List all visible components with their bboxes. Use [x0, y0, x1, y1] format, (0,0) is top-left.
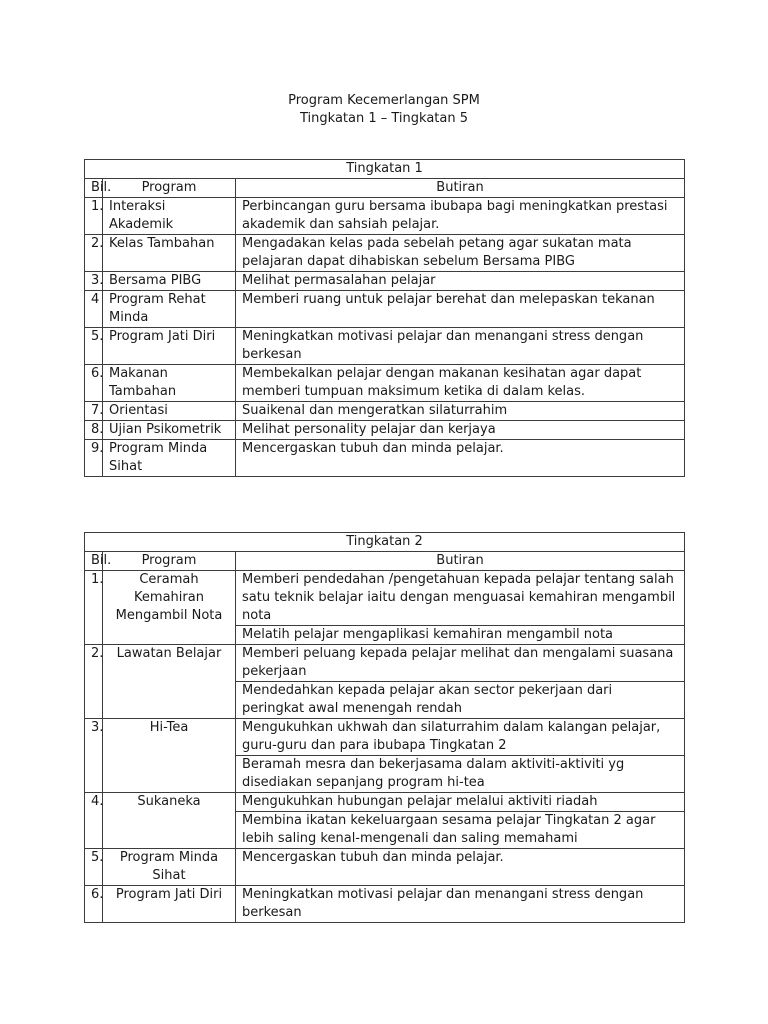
column-header-bil: Bil.: [85, 552, 103, 571]
column-header-program: Program: [103, 179, 236, 198]
column-header-butiran: Butiran: [236, 179, 685, 198]
document-title: [0, 92, 768, 128]
row-number: 7.: [85, 402, 103, 421]
program-details: Suaikenal dan mengeratkan silaturrahim: [236, 402, 685, 421]
column-header-bil: Bil.: [85, 179, 103, 198]
program-details: Mengadakan kelas pada sebelah petang agar sukatan mata pelajaran dapat dihabiskan sebelum Bersama PIBG: [236, 235, 685, 272]
program-name: Orientasi: [103, 402, 236, 421]
table-row: [85, 402, 685, 421]
program-details: Mengukuhkan ukhwah dan silaturrahim dalam kalangan pelajar, guru-guru dan para ibubapa Tingkatan 2: [236, 719, 685, 756]
table-row: [85, 235, 685, 272]
table-row: [85, 365, 685, 402]
table-row: [85, 886, 685, 923]
program-details: Beramah mesra dan bekerjasama dalam aktiviti-aktiviti yg disediakan sepanjang program hi-tea: [236, 756, 685, 793]
table-row: [85, 328, 685, 365]
row-number: 3.: [85, 272, 103, 291]
row-number: 1.: [85, 198, 103, 235]
row-number: 4.: [85, 793, 103, 849]
column-header-program: Program: [103, 552, 236, 571]
program-details: Memberi peluang kepada pelajar melihat dan mengalami suasana pekerjaan: [236, 645, 685, 682]
program-details: Membina ikatan kekeluargaan sesama pelajar Tingkatan 2 agar lebih saling kenal-mengenali dan saling memahami: [236, 812, 685, 849]
program-name: Program Jati Diri: [103, 328, 236, 365]
program-name: Makanan Tambahan: [103, 365, 236, 402]
program-details: Memberi pendedahan /pengetahuan kepada pelajar tentang salah satu teknik belajar iaitu dengan menguasai kemahiran mengambil nota: [236, 571, 685, 626]
table-body: [85, 198, 685, 477]
table-heading: Tingkatan 2: [85, 533, 685, 552]
table-row: [85, 421, 685, 440]
table-row: [85, 645, 685, 682]
program-details: Meningkatkan motivasi pelajar dan menangani stress dengan berkesan: [236, 328, 685, 365]
program-details: Mencergaskan tubuh dan minda pelajar.: [236, 440, 685, 477]
title-line-1: Program Kecemerlangan SPM: [288, 93, 480, 108]
title-line-2: Tingkatan 1 – Tingkatan 5: [300, 111, 468, 126]
table-tingkatan-1: [84, 159, 685, 477]
row-number: 2.: [85, 645, 103, 719]
program-details: Mencergaskan tubuh dan minda pelajar.: [236, 849, 685, 886]
program-name: Program Minda Sihat: [103, 849, 236, 886]
table-tingkatan-2: [84, 532, 685, 923]
program-name: Hi-Tea: [103, 719, 236, 793]
program-details: Memberi ruang untuk pelajar berehat dan melepaskan tekanan: [236, 291, 685, 328]
program-name: Ujian Psikometrik: [103, 421, 236, 440]
program-name: Program Rehat Minda: [103, 291, 236, 328]
program-name: Bersama PIBG: [103, 272, 236, 291]
row-number: 5.: [85, 849, 103, 886]
table-row: [85, 793, 685, 812]
table-row: [85, 272, 685, 291]
row-number: 4: [85, 291, 103, 328]
program-name: Program Minda Sihat: [103, 440, 236, 477]
program-details: Melatih pelajar mengaplikasi kemahiran mengambil nota: [236, 626, 685, 645]
program-details: Melihat personality pelajar dan kerjaya: [236, 421, 685, 440]
program-details: Perbincangan guru bersama ibubapa bagi meningkatkan prestasi akademik dan sahsiah pelajar.: [236, 198, 685, 235]
row-number: 5.: [85, 328, 103, 365]
row-number: 6.: [85, 886, 103, 923]
table-row: [85, 571, 685, 626]
row-number: 3.: [85, 719, 103, 793]
program-name: Lawatan Belajar: [103, 645, 236, 719]
table-heading: Tingkatan 1: [85, 160, 685, 179]
table-body: [85, 571, 685, 923]
table-row: [85, 719, 685, 756]
program-name: Program Jati Diri: [103, 886, 236, 923]
row-number: 2.: [85, 235, 103, 272]
program-name: Sukaneka: [103, 793, 236, 849]
program-details: Meningkatkan motivasi pelajar dan menangani stress dengan berkesan: [236, 886, 685, 923]
column-header-butiran: Butiran: [236, 552, 685, 571]
table-row: [85, 440, 685, 477]
table-row: [85, 198, 685, 235]
table-row: [85, 291, 685, 328]
table-row: [85, 849, 685, 886]
row-number: 1.: [85, 571, 103, 645]
row-number: 6.: [85, 365, 103, 402]
row-number: 8.: [85, 421, 103, 440]
program-name: Interaksi Akademik: [103, 198, 236, 235]
program-name: Kelas Tambahan: [103, 235, 236, 272]
program-details: Mengukuhkan hubungan pelajar melalui aktiviti riadah: [236, 793, 685, 812]
program-details: Mendedahkan kepada pelajar akan sector pekerjaan dari peringkat awal menengah rendah: [236, 682, 685, 719]
row-number: 9.: [85, 440, 103, 477]
program-details: Membekalkan pelajar dengan makanan kesihatan agar dapat memberi tumpuan maksimum ketika di dalam kelas.: [236, 365, 685, 402]
program-details: Melihat permasalahan pelajar: [236, 272, 685, 291]
program-name: Ceramah Kemahiran Mengambil Nota: [103, 571, 236, 645]
